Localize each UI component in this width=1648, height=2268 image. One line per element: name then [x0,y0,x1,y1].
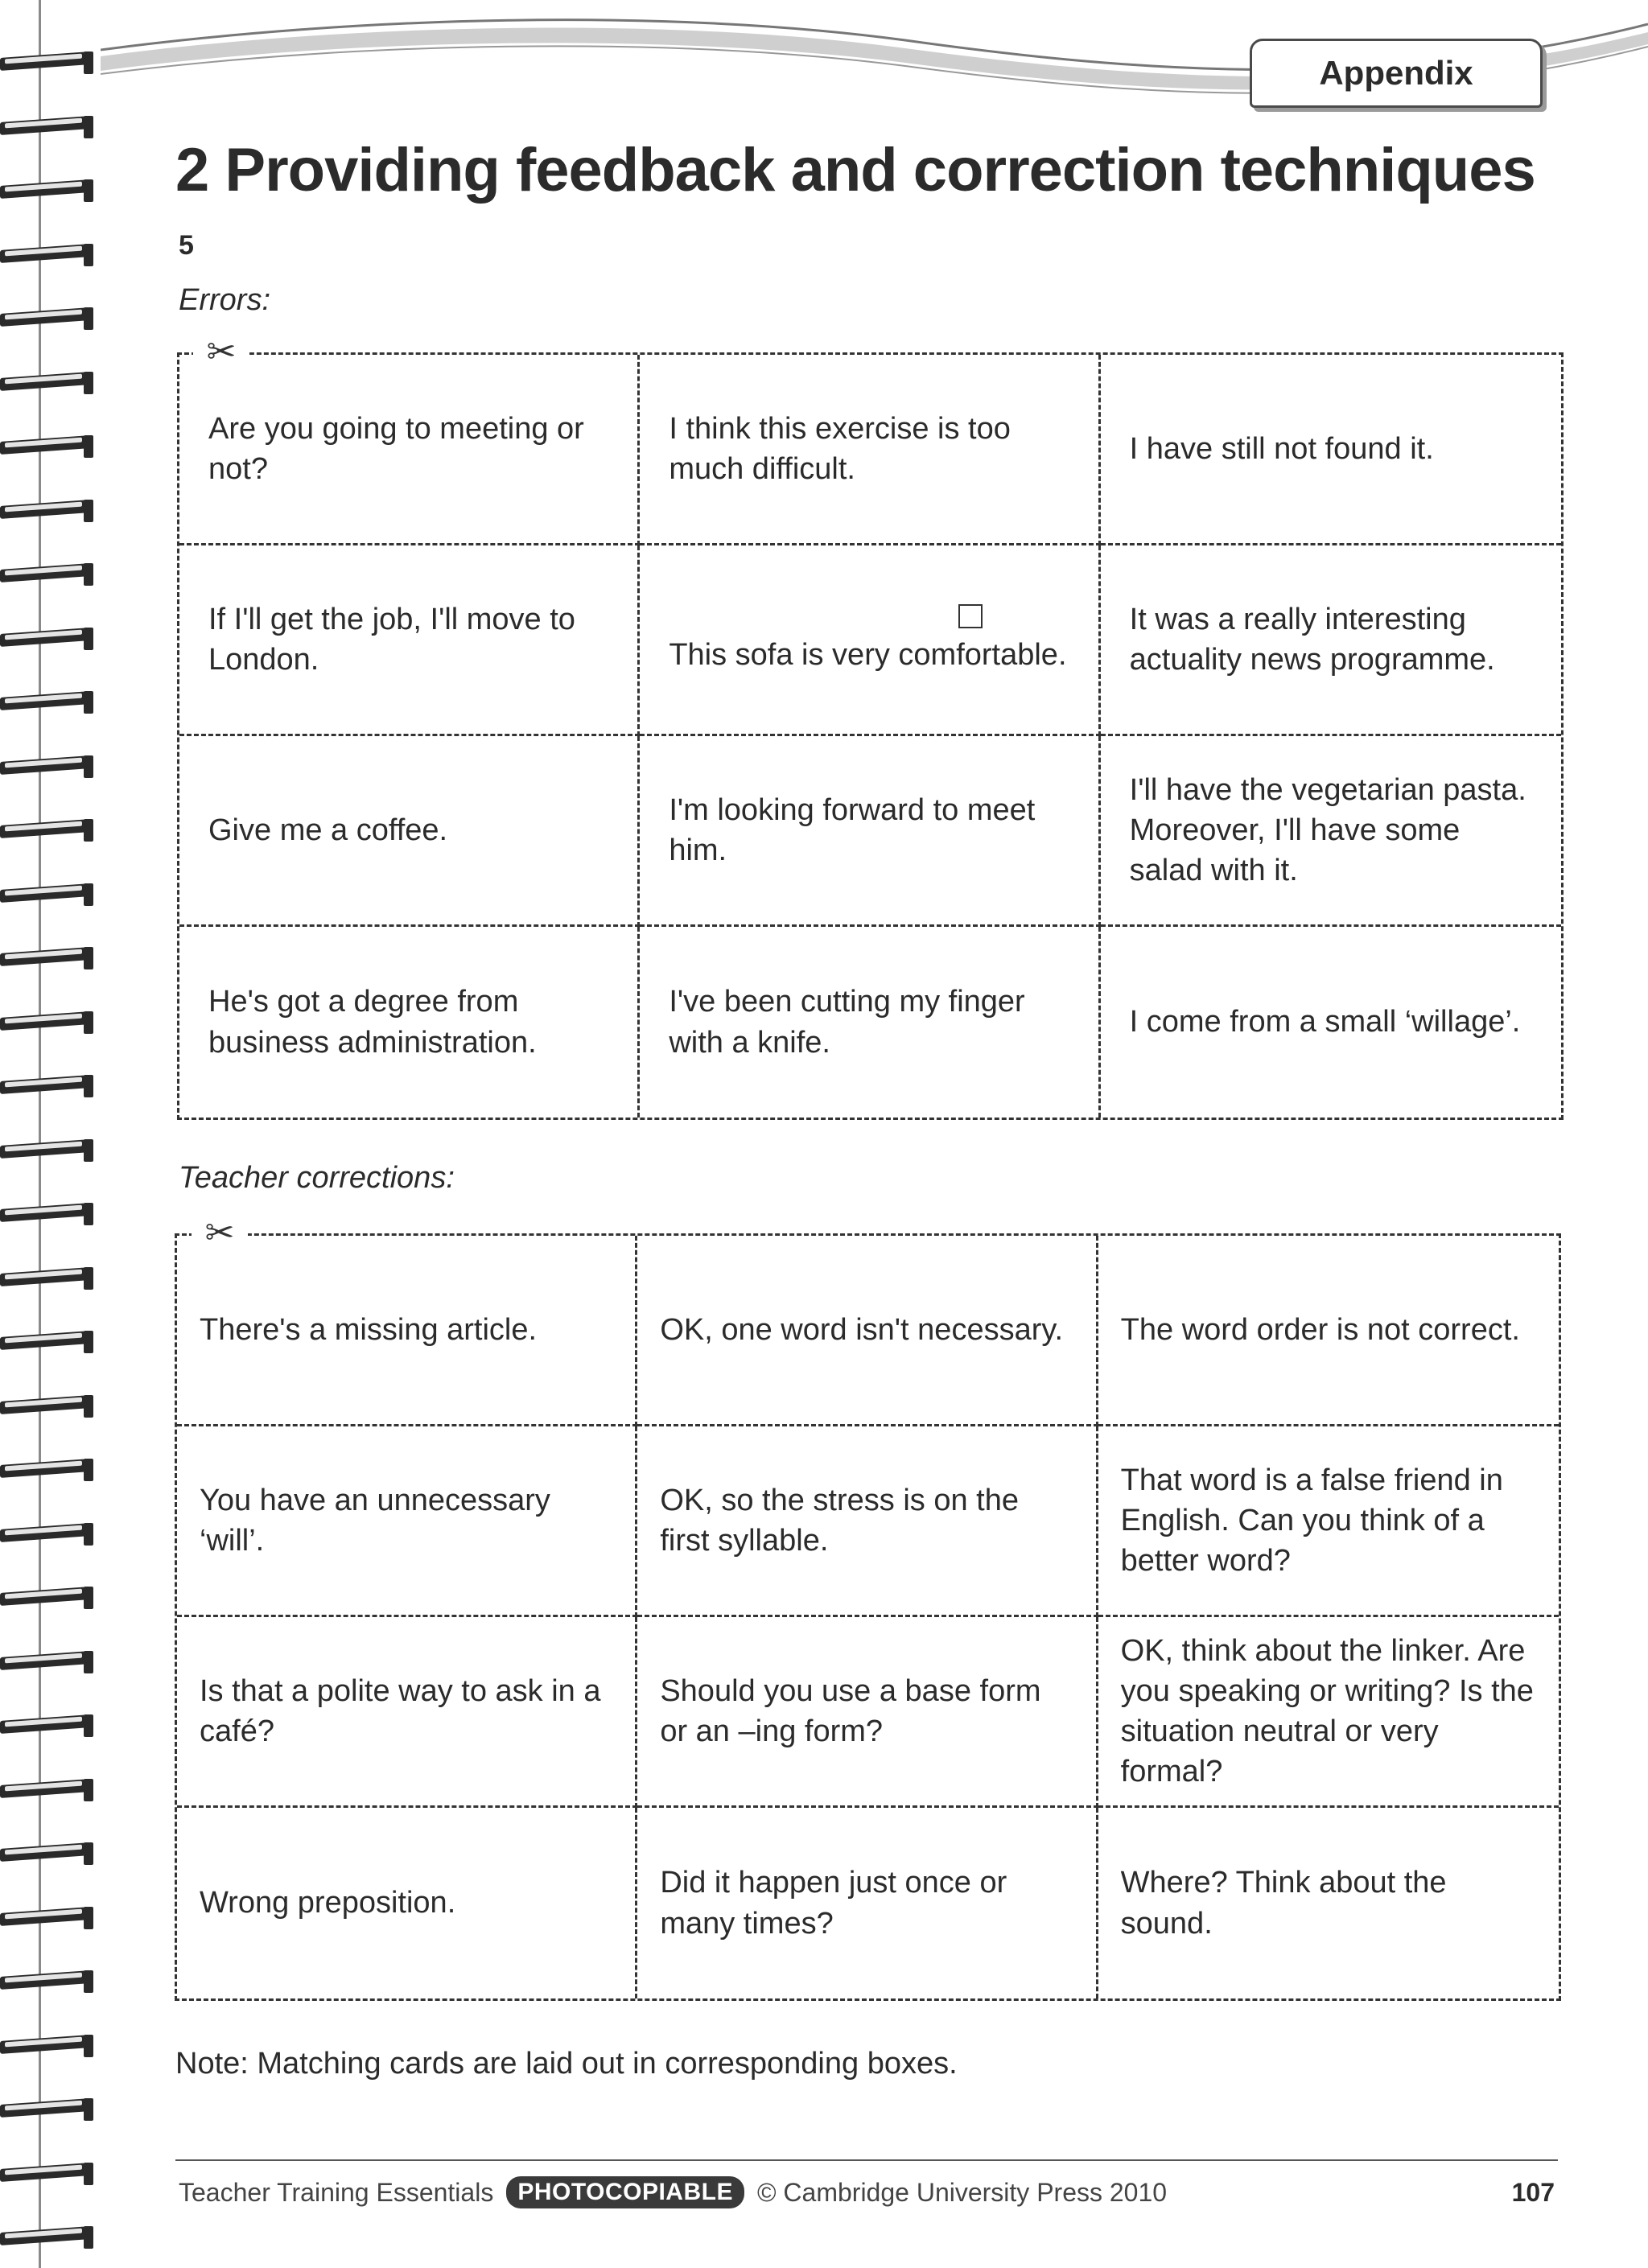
binding-coil [0,306,95,333]
error-card: I come from a small ‘willage’. [1129,1005,1521,1039]
binding-coil [0,114,95,142]
binding-coil [0,2097,95,2124]
binding-coil [0,2033,95,2060]
correction-card: Did it happen just once or many times? [637,1808,1098,1998]
binding-coil [0,1201,95,1229]
correction-card: Should you use a base form or an –ing form? [637,1617,1098,1808]
card-content [669,604,1066,675]
error-card: I think this exercise is too much difficult. [640,355,1100,545]
binding-coil [0,242,95,270]
binding-coil [0,817,95,845]
error-card: I'm looking forward to meet him. [640,736,1100,927]
error-card: I've been cutting my finger with a knife. [640,927,1100,1118]
page-title: 2 Providing feedback and correction techniques [175,136,1535,204]
checkbox-icon [958,604,983,628]
binding-coil [0,562,95,589]
binding-coil [0,1393,95,1421]
page-number: 107 [1511,2177,1555,2207]
footer-copyright: © Cambridge University Press 2010 [756,2177,1168,2207]
binding-coil [0,754,95,781]
correction-card: You have an unnecessary ‘will’. [177,1426,637,1617]
binding-coil [0,1777,95,1805]
binding-coil [0,1649,95,1677]
binding-coil [0,50,95,77]
error-card: Give me a coffee. [179,736,640,927]
appendix-tab: Appendix [1250,39,1543,108]
footer-publication: Teacher Training Essentials [179,2177,494,2207]
binding-coil [0,945,95,973]
binding-coil [0,1585,95,1612]
footer-divider [175,2159,1558,2161]
binding-coil [0,689,95,717]
scissors-icon: ✂ [192,1217,248,1249]
binding-coil [0,1905,95,1933]
binding-coil [0,498,95,525]
error-card-text: This sofa is very comfortable. [669,637,1067,672]
scissors-icon: ✂ [193,336,249,368]
error-card: It was a really interesting actuality news programme. [1101,545,1561,736]
photocopiable-badge: PHOTOCOPIABLE [506,2176,744,2208]
binding-coil [0,1073,95,1101]
binding-coil [0,1969,95,1996]
correction-card: OK, think about the linker. Are you speaking or writing? Is the situation neutral or very formal? [1098,1617,1559,1808]
correction-card: OK, one word isn't necessary. [637,1236,1098,1426]
error-card: Are you going to meeting or not? [179,355,640,545]
binding-coil [0,2161,95,2188]
binding-coil [0,434,95,461]
page-footer [179,2172,1555,2212]
corrections-label: Teacher corrections: [179,1161,455,1195]
correction-card: Where? Think about the sound. [1120,1866,1447,1941]
binding-coil [0,1010,95,1037]
error-card: He's got a degree from business administration. [179,927,640,1118]
binding-coil [0,882,95,909]
errors-label: Errors: [179,283,270,317]
binding-coil [0,370,95,397]
errors-card-grid [177,352,1564,1120]
correction-card: OK, so the stress is on the first syllable. [637,1426,1098,1617]
binding-coil [0,2225,95,2252]
error-card: I have still not found it. [1101,355,1561,545]
binding-coil [0,1138,95,1165]
correction-card: That word is a false friend in English. Can you think of a better word? [1098,1426,1559,1617]
section-number: 5 [179,230,194,261]
matching-note: Note: Matching cards are laid out in corresponding boxes. [175,2047,958,2081]
spiral-binding [0,0,101,2268]
binding-coil [0,1521,95,1549]
binding-coil [0,1841,95,1868]
binding-coil [0,1713,95,1740]
error-card: I'll have the vegetarian pasta. Moreover, I'll have some salad with it. [1101,736,1561,927]
binding-coil [0,1457,95,1484]
correction-card: Is that a polite way to ask in a café? [177,1617,637,1808]
binding-coil [0,1329,95,1356]
binding-coil [0,1266,95,1293]
error-card [640,545,1100,736]
error-card: If I'll get the job, I'll move to London. [179,545,640,736]
correction-card: Wrong preposition. [177,1808,637,1998]
correction-card: The word order is not correct. [1098,1236,1559,1426]
binding-coil [0,626,95,653]
corrections-card-grid [175,1233,1561,2001]
binding-coil [0,178,95,205]
correction-card: There's a missing article. [177,1236,637,1426]
